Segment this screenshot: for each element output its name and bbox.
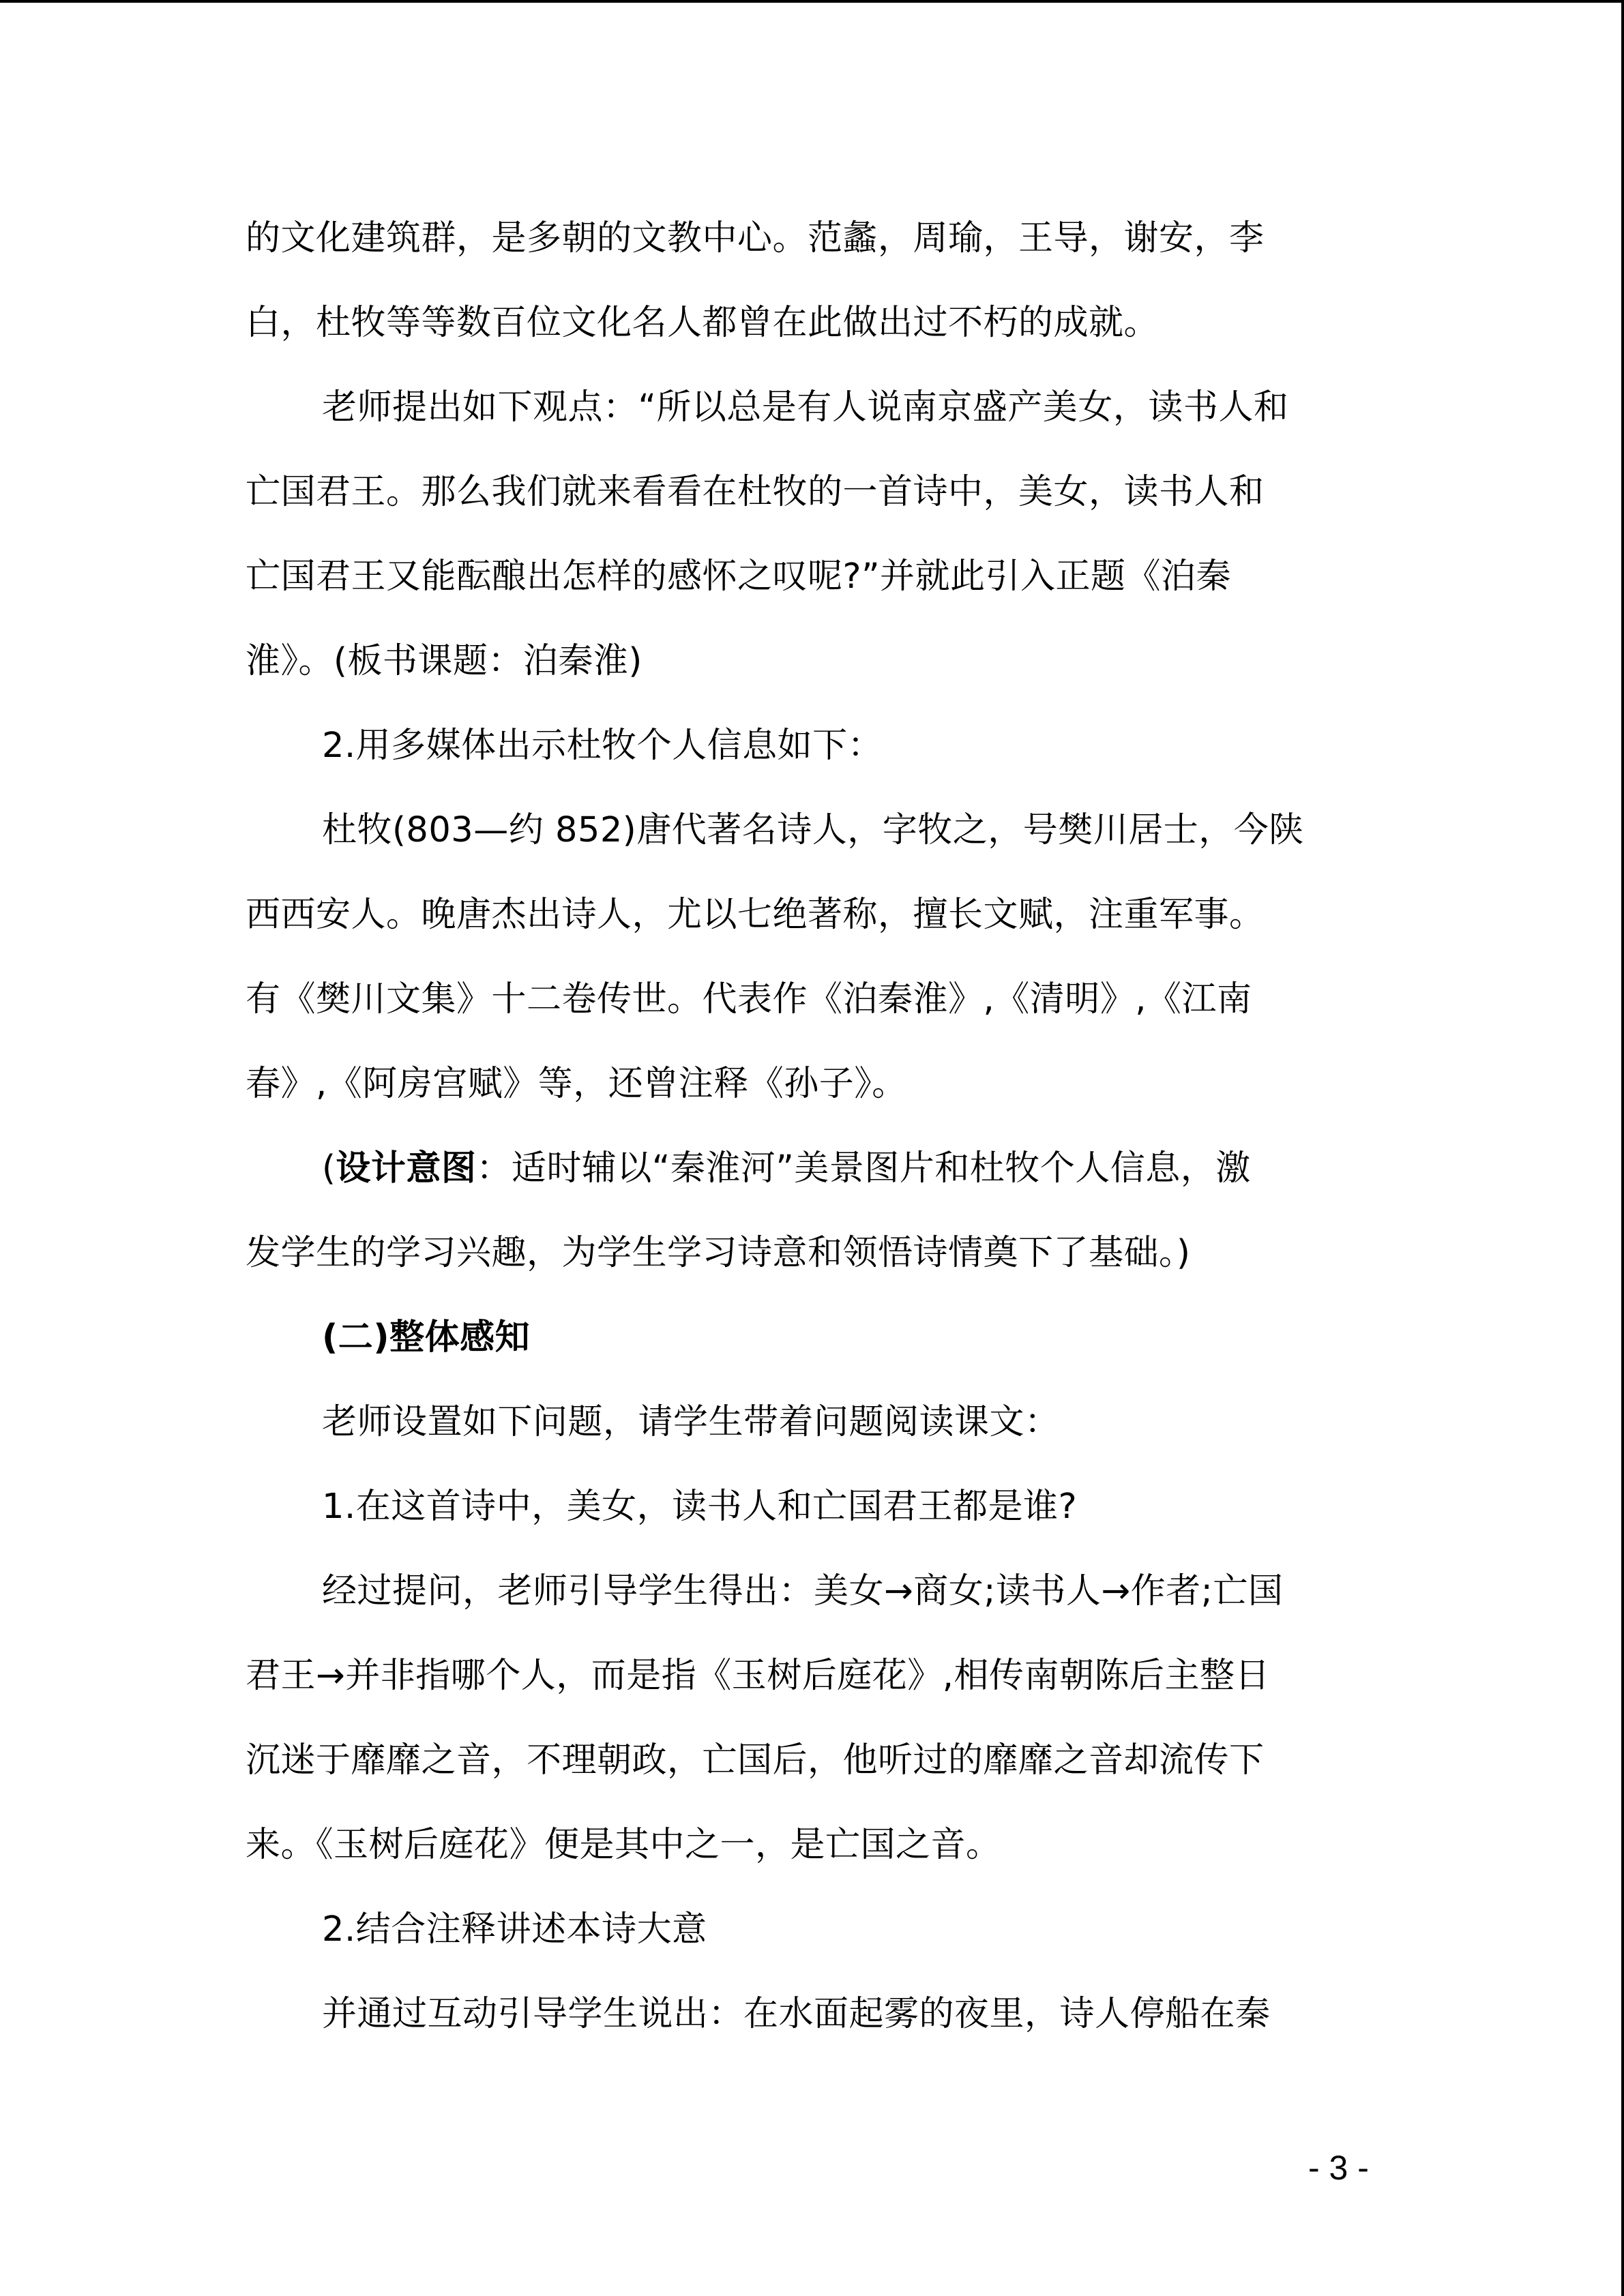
text-line: 杜牧(803—约 852)唐代著名诗人，字牧之，号樊川居士，今陕 [322,810,1304,850]
page-number: - 3 - [1308,2149,1369,2187]
top-border-line [0,0,1624,3]
design-intent-text: ：适时辅以“秦淮河”美景图片和杜牧个人信息，激 [476,1148,1251,1189]
text-line: 发学生的学习兴趣，为学生学习诗意和领悟诗情奠下了基础。) [246,1233,1191,1273]
text-line: 君王→并非指哪个人，而是指《玉树后庭花》,相传南朝陈后主整日 [246,1656,1270,1696]
section-heading: (二)整体感知 [322,1317,531,1358]
design-intent-label: 设计意图 [336,1148,477,1189]
text-line: 春》,《阿房宫赋》等，还曾注释《孙子》。 [246,1064,907,1104]
text-line: 并通过互动引导学生说出：在水面起雾的夜里，诗人停船在秦 [322,1994,1271,2034]
text-line: 西西安人。晚唐杰出诗人，尤以七绝著称，擅长文赋，注重军事。 [246,895,1265,935]
text-line: 经过提问，老师引导学生得出：美女→商女;读书人→作者;亡国 [322,1571,1284,1611]
text-line: 来。《玉树后庭花》便是其中之一，是亡国之音。 [246,1825,1001,1865]
text-line: 亡国君王又能酝酿出怎样的感怀之叹呢?”并就此引入正题《泊秦 [246,556,1231,597]
right-border-line [1621,0,1624,2296]
design-open-paren: ( [322,1148,336,1189]
list-item: 2.结合注释讲述本诗大意 [322,1909,707,1950]
text-line: 的文化建筑群，是多朝的文教中心。范蠡，周瑜，王导，谢安，李 [246,218,1265,258]
design-intent-line [246,1127,1371,1211]
text-line: 亡国君王。那么我们就来看看在杜牧的一首诗中，美女，读书人和 [246,472,1265,512]
text-line: 淮》。(板书课题：泊秦淮) [246,641,643,681]
document-body [246,196,1371,2057]
text-line: 老师提出如下观点：“所以总是有人说南京盛产美女，读书人和 [322,387,1289,428]
text-line: 老师设置如下问题，请学生带着问题阅读课文： [322,1402,1060,1442]
text-line: 沉迷于靡靡之音，不理朝政，亡国后，他听过的靡靡之音却流传下 [246,1740,1265,1780]
text-line: 白，杜牧等等数百位文化名人都曾在此做出过不朽的成就。 [246,303,1160,343]
text-line: 有《樊川文集》十二卷传世。代表作《泊秦淮》,《清明》,《江南 [246,979,1252,1019]
list-item: 1.在这首诗中，美女，读书人和亡国君王都是谁? [322,1487,1078,1527]
list-item: 2.用多媒体出示杜牧个人信息如下： [322,726,883,766]
